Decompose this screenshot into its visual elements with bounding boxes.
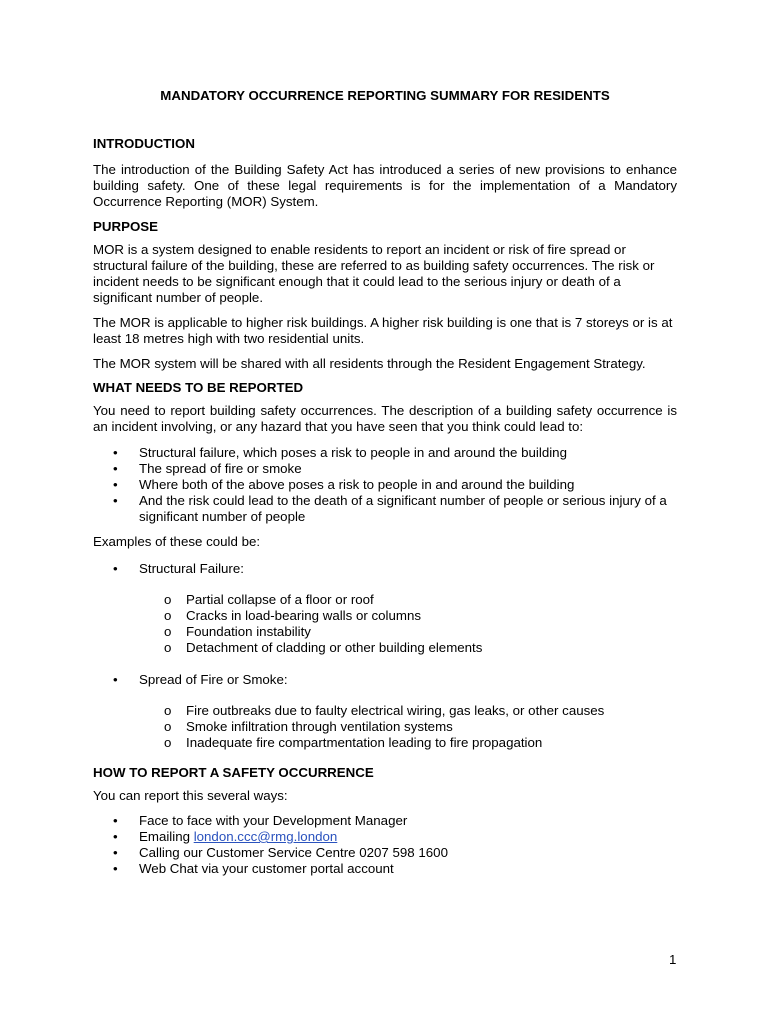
sub-list-item: [93, 592, 677, 608]
list-item: [93, 493, 677, 525]
how-to-report-heading: HOW TO REPORT A SAFETY OCCURRENCE: [93, 765, 374, 780]
bullet-marker: •: [113, 861, 118, 876]
structural-failure-examples: [93, 592, 677, 656]
structural-failure-label: Structural Failure:: [139, 561, 244, 576]
introduction-text: The introduction of the Building Safety Act has introduced a series of new provisions to enhance building safety. One of these legal requirements is for the implementation of a Mandatory Occurrence Reporting (MOR) System.: [93, 162, 677, 209]
sub-marker: o: [164, 624, 172, 639]
list-item-text: Where both of the above poses a risk to people in and around the building: [139, 477, 575, 492]
list-item: [93, 813, 677, 829]
bullet-marker: •: [113, 829, 118, 844]
report-method-email-label: Emailing: [139, 829, 194, 844]
bullet-marker: •: [113, 445, 118, 460]
what-to-report-text: You need to report building safety occurrences. The description of a building safety occurrence is an incident involving, or any hazard that you have seen that you think could lead to:: [93, 403, 677, 434]
list-item: [93, 461, 677, 477]
sub-list-item: [93, 735, 677, 751]
sub-marker: o: [164, 640, 172, 655]
report-method-web-chat: Web Chat via your customer portal account: [139, 861, 394, 876]
introduction-heading: INTRODUCTION: [93, 136, 195, 151]
sub-list-item-text: Partial collapse of a floor or roof: [186, 592, 374, 607]
purpose-paragraph-2: The MOR is applicable to higher risk buildings. A higher risk building is one that is 7 storeys or is at least 18 metres high with two residential units.: [93, 315, 673, 346]
bullet-marker: •: [113, 493, 118, 508]
sub-list-item-text: Fire outbreaks due to faulty electrical wiring, gas leaks, or other causes: [186, 703, 605, 718]
sub-list-item: [93, 719, 677, 735]
sub-list-item: [93, 703, 677, 719]
bullet-marker: •: [113, 561, 118, 576]
list-item: [93, 477, 677, 493]
report-method-phone: Calling our Customer Service Centre 0207 598 1600: [139, 845, 448, 860]
report-method-face-to-face: Face to face with your Development Manager: [139, 813, 408, 828]
sub-marker: o: [164, 719, 172, 734]
sub-list-item-text: Cracks in load-bearing walls or columns: [186, 608, 422, 623]
bullet-marker: •: [113, 845, 118, 860]
purpose-paragraph-3: The MOR system will be shared with all residents through the Resident Engagement Strategy.: [93, 356, 646, 371]
sub-list-item: [93, 624, 677, 640]
purpose-heading: PURPOSE: [93, 219, 159, 234]
fire-smoke-label: Spread of Fire or Smoke:: [139, 672, 288, 687]
sub-marker: o: [164, 592, 172, 607]
structural-failure-list: [93, 561, 677, 577]
list-item: [93, 861, 677, 877]
report-methods-list: [93, 813, 677, 877]
fire-smoke-examples: [93, 703, 677, 751]
list-item: [93, 829, 677, 845]
list-item: [93, 672, 677, 688]
list-item-text: And the risk could lead to the death of a significant number of people or serious injury of a significant number of people: [139, 493, 667, 524]
sub-list-item-text: Smoke infiltration through ventilation systems: [186, 719, 453, 734]
list-item: [93, 845, 677, 861]
what-to-report-heading: WHAT NEEDS TO BE REPORTED: [93, 380, 304, 395]
purpose-paragraph-1: MOR is a system designed to enable residents to report an incident or risk of fire spread or structural failure of the building, these are referred to as building safety occurrences. The risk or incident needs to be significant enough that it could lead to the serious injury or death of a significant number of people.: [93, 242, 655, 305]
sub-list-item-text: Inadequate fire compartmentation leading to fire propagation: [186, 735, 543, 750]
bullet-marker: •: [113, 477, 118, 492]
examples-intro: Examples of these could be:: [93, 534, 261, 549]
document-body: [93, 135, 677, 877]
sub-marker: o: [164, 703, 172, 718]
list-item-text: The spread of fire or smoke: [139, 461, 302, 476]
bullet-marker: •: [113, 813, 118, 828]
sub-list-item-text: Detachment of cladding or other building elements: [186, 640, 483, 655]
email-link[interactable]: london.ccc@rmg.london: [193, 829, 338, 844]
fire-smoke-list: [93, 672, 677, 688]
list-item: [93, 561, 677, 577]
occurrence-list: [93, 445, 677, 525]
how-to-report-intro: You can report this several ways:: [93, 788, 288, 803]
sub-list-item: [93, 640, 677, 656]
sub-marker: o: [164, 608, 172, 623]
sub-list-item: [93, 608, 677, 624]
bullet-marker: •: [113, 461, 118, 476]
document-title: MANDATORY OCCURRENCE REPORTING SUMMARY FOR RESIDENTS: [160, 88, 610, 103]
list-item-text: Structural failure, which poses a risk to people in and around the building: [139, 445, 567, 460]
sub-list-item-text: Foundation instability: [186, 624, 311, 639]
sub-marker: o: [164, 735, 172, 750]
list-item: [93, 445, 677, 461]
bullet-marker: •: [113, 672, 118, 687]
page-number: 1: [669, 952, 677, 967]
